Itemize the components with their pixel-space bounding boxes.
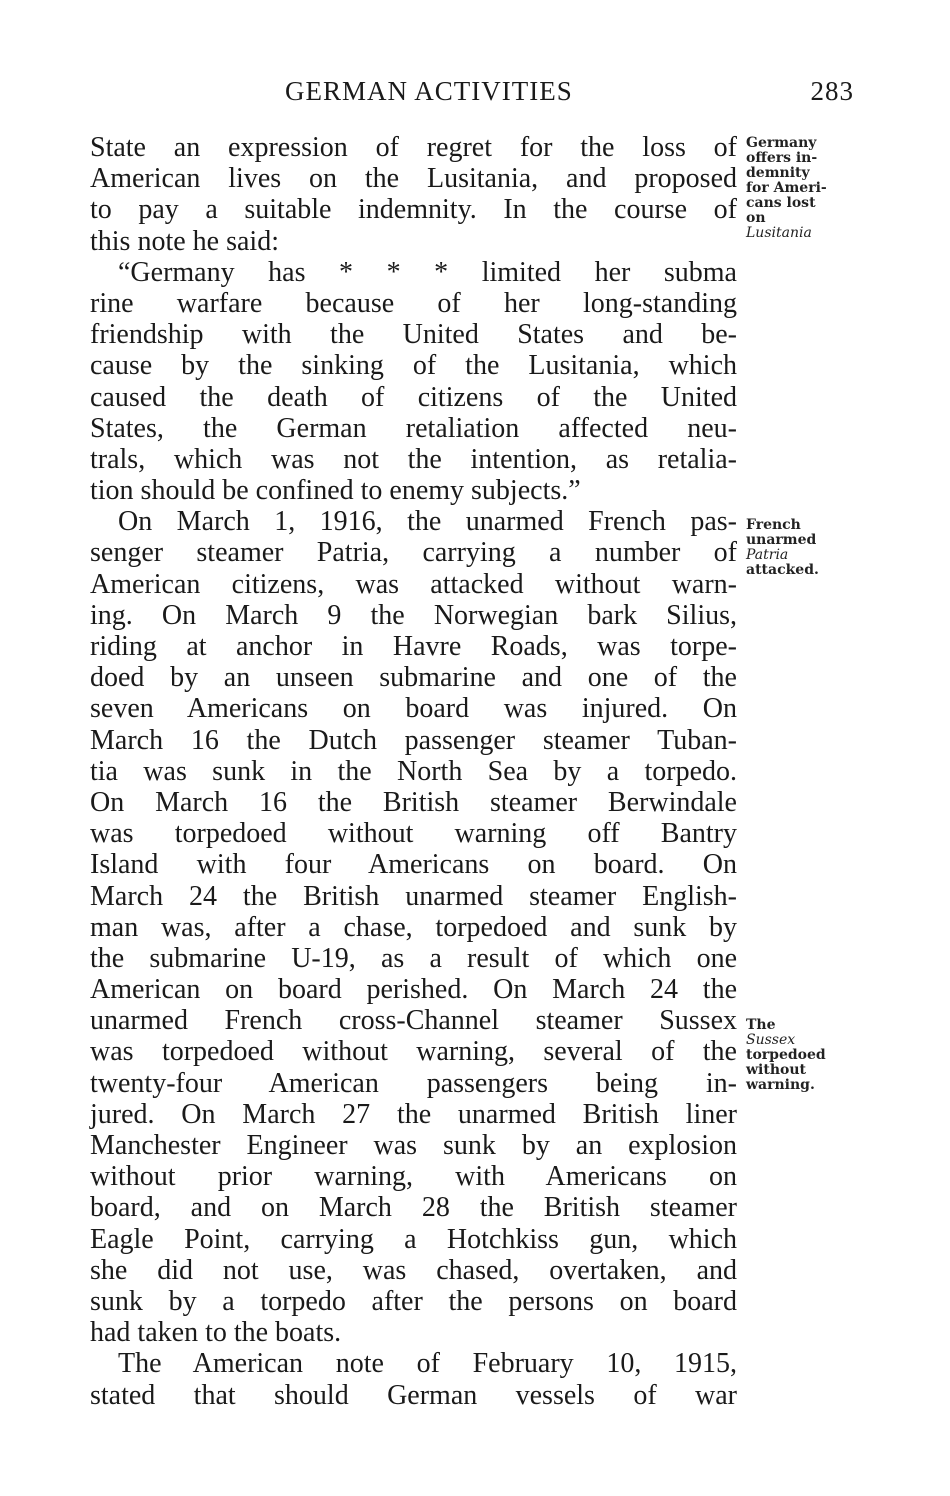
- text-line: March 24 the British unarmed steamer English-: [90, 880, 737, 912]
- text-line: tia was sunk in the North Sea by a torpedo.: [90, 755, 737, 787]
- text-line: Manchester Engineer was sunk by an explosion: [90, 1130, 737, 1161]
- text-line: riding at anchor in Havre Roads, was torpe-: [90, 631, 737, 662]
- sidenote-line: French: [746, 517, 801, 533]
- text-line: cause by the sinking of the Lusitania, which: [90, 350, 737, 382]
- body-text: [90, 132, 737, 1411]
- text-line: senger steamer Patria, carrying a number of: [90, 537, 737, 569]
- text-line: without prior warning, with Americans on: [90, 1161, 737, 1193]
- page-header: [90, 76, 854, 110]
- text-line: she did not use, was chased, overtaken, and: [90, 1254, 737, 1286]
- text-line: to pay a suitable indemnity. In the course of: [90, 194, 737, 226]
- sidenote-germany-indemnity: [746, 136, 851, 241]
- sidenote-line: torpedoed: [746, 1047, 826, 1063]
- sidenote-line: Germany: [746, 135, 817, 151]
- text-line: State an expression of regret for the loss of: [90, 132, 737, 163]
- text-line: unarmed French cross-Channel steamer Sussex: [90, 1005, 737, 1037]
- text-line: stated that should German vessels of war: [90, 1379, 737, 1411]
- text-line: rine warfare because of her long-standing: [90, 287, 737, 319]
- sidenote-line: offers in-: [746, 150, 818, 166]
- text-line: was torpedoed without warning, several of the: [90, 1036, 737, 1068]
- running-title: GERMAN ACTIVITIES: [285, 76, 573, 106]
- text-line: this note he said:: [90, 225, 279, 257]
- text-line: On March 16 the British steamer Berwindale: [90, 786, 737, 818]
- text-line: twenty-four American passengers being in-: [90, 1067, 737, 1099]
- text-line: American lives on the Lusitania, and proposed: [90, 163, 737, 195]
- text-line: man was, after a chase, torpedoed and sunk by: [90, 911, 737, 943]
- sidenote-line: cans lost: [746, 195, 816, 211]
- text-line: board, and on March 28 the British steamer: [90, 1192, 737, 1224]
- text-line: seven Americans on board was injured. On: [90, 693, 737, 725]
- sidenote-line: demnity: [746, 165, 810, 181]
- text-line: States, the German retaliation affected neu-: [90, 412, 737, 444]
- text-line: Eagle Point, carrying a Hotchkiss gun, which: [90, 1223, 737, 1255]
- sidenote-line: for Ameri-: [746, 180, 827, 196]
- sidenote-line: warning.: [746, 1077, 815, 1093]
- sidenote-line: without: [746, 1062, 806, 1078]
- text-line: trals, which was not the intention, as retalia-: [90, 443, 737, 475]
- text-line: doed by an unseen submarine and one of the: [90, 662, 737, 694]
- sidenote-line: Sussex: [746, 1032, 796, 1048]
- text-line: Island with four Americans on board. On: [90, 849, 737, 881]
- text-line: caused the death of citizens of the United: [90, 381, 737, 413]
- sidenote-line: on: [746, 210, 766, 226]
- text-line: sunk by a torpedo after the persons on board: [90, 1285, 737, 1317]
- text-line: American citizens, was attacked without warn-: [90, 568, 737, 600]
- text-line: the submarine U-19, as a result of which one: [90, 942, 737, 974]
- sidenote-sussex-torpedoed: [746, 1018, 851, 1093]
- page-number: 283: [810, 76, 854, 106]
- text-line: March 16 the Dutch passenger steamer Tuban-: [90, 724, 737, 756]
- text-line: had taken to the boats.: [90, 1317, 342, 1349]
- sidenote-line: attacked.: [746, 562, 819, 578]
- sidenote-line: Lusitania: [746, 225, 812, 241]
- text-line: tion should be confined to enemy subjects.”: [90, 475, 581, 507]
- text-line: friendship with the United States and be-: [90, 319, 737, 351]
- text-line: jured. On March 27 the unarmed British liner: [90, 1098, 737, 1130]
- text-line: The American note of February 10, 1915,: [118, 1348, 737, 1380]
- text-line: was torpedoed without warning off Bantry: [90, 818, 737, 850]
- text-line: ing. On March 9 the Norwegian bark Silius,: [90, 599, 737, 631]
- sidenote-line: Patria: [746, 547, 789, 563]
- sidenote-patria-attacked: [746, 518, 851, 578]
- text-line: American on board perished. On March 24 the: [90, 974, 737, 1006]
- text-line: On March 1, 1916, the unarmed French pas-: [118, 506, 737, 538]
- text-line: “Germany has * * * limited her subma: [118, 256, 737, 288]
- sidenote-line: unarmed: [746, 532, 817, 548]
- sidenote-line: The: [746, 1017, 776, 1033]
